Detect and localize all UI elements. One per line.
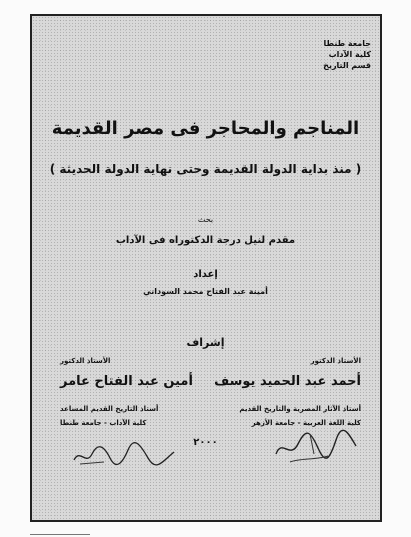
supervisor-1-position: أستاذ الآثار المصرية والتاريخ القديم: [239, 405, 361, 413]
thesis-title: المناجم والمحاجر فى مصر القديمة: [51, 118, 360, 139]
signature-right: [270, 424, 360, 468]
supervisor-1-affiliation: كلية اللغة العربية - جامعة الأزهر: [251, 419, 361, 427]
faculty-name: كلية الآداب: [328, 50, 371, 59]
library-stamp: [30, 522, 90, 535]
degree-statement: مقدم لنيل درجة الدكتوراه فى الآداب: [115, 235, 296, 246]
supervisor-2-position: أستاذ التاريخ القديم المساعد: [60, 405, 159, 413]
preparation-label: إعداد: [193, 269, 218, 280]
supervisor-2-name: أمين عبد الفتاح عامر: [60, 374, 193, 389]
department-name: قسم التاريخ: [323, 61, 371, 70]
supervision-label: إشراف: [186, 336, 225, 349]
submission-label: بحث: [197, 215, 214, 224]
thesis-subtitle: ( منذ بداية الدولة القديمة وحتى نهاية الدولة الحديثة ): [49, 162, 362, 176]
year: ٢٠٠٠: [193, 437, 218, 448]
university-name: جامعة طنطا: [323, 39, 371, 48]
supervisor-1-name: أحمد عبد الحميد يوسف: [214, 374, 361, 389]
supervisor-1-rank: الأستاذ الدكتور: [310, 357, 361, 365]
signature-left: [70, 438, 180, 470]
student-name: أمينة عبد الفتاح محمد السوداني: [143, 287, 268, 296]
supervisor-2-affiliation: كلية الآداب - جامعة طنطا: [60, 419, 147, 427]
supervisor-2-rank: الأستاذ الدكتور: [60, 357, 111, 365]
